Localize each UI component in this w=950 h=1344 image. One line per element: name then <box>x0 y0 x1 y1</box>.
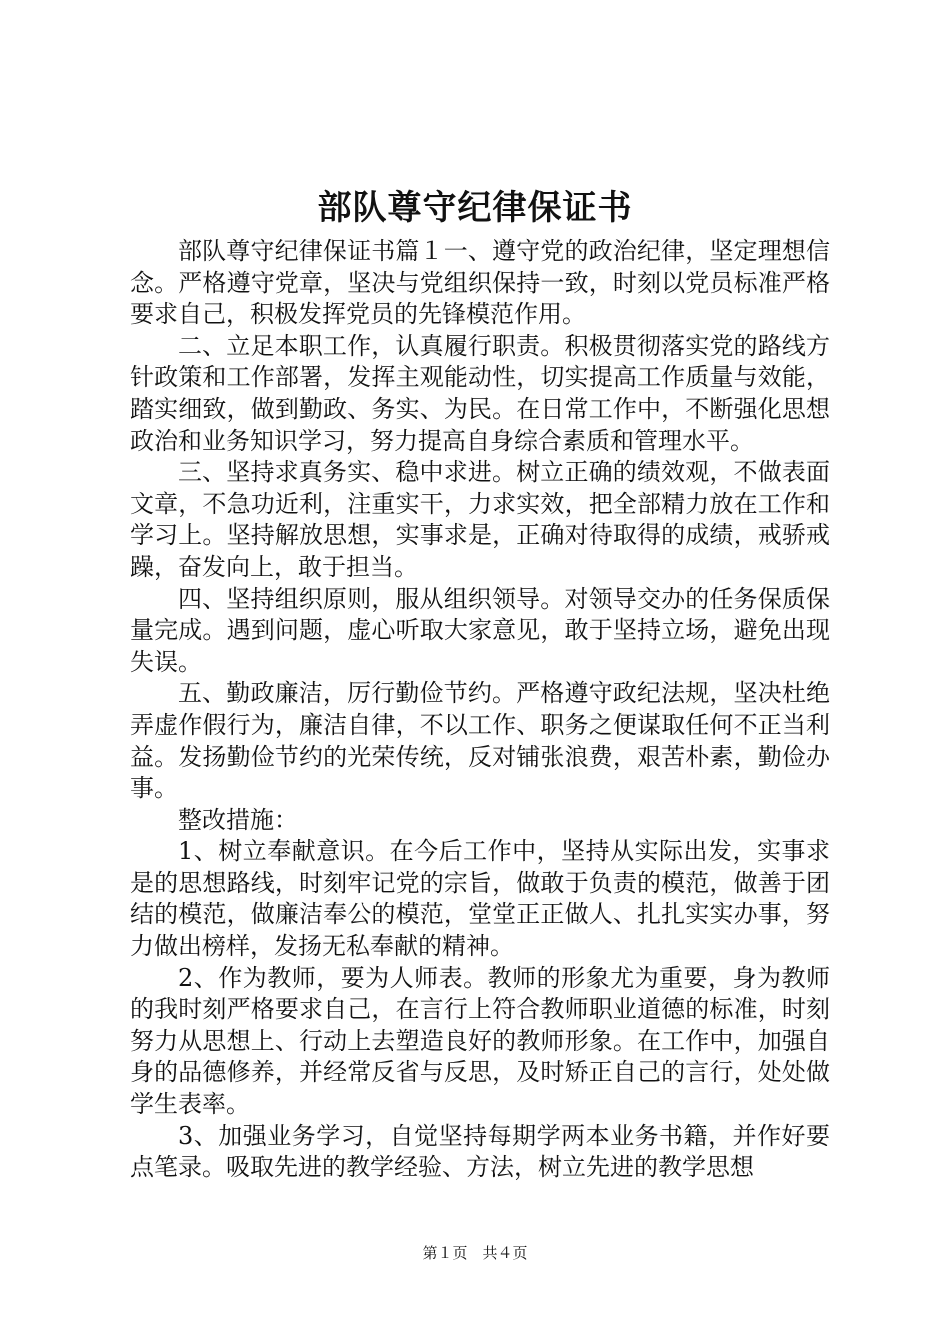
measure-3: 3、加强业务学习，自觉坚持每期学两本业务书籍，并作好要点笔录。吸取先进的教学经验、方法，树立先进的教学思想 <box>130 1121 830 1182</box>
document-title: 部队尊守纪律保证书 <box>317 188 633 228</box>
rectification-heading: 整改措施： <box>178 805 298 834</box>
document-body <box>130 236 830 1184</box>
measure-2: 2、作为教师，要为人师表。教师的形象尤为重要，身为教师的我时刻严格要求自己，在言行上符合教师职业道德的标准，时刻努力从思想上、行动上去塑造良好的教师形象。在工作中，加强自身的品德修养，并经常反省与反思，及时矫正自己的言行，处处做学生表率。 <box>130 963 830 1119</box>
measure-1: 1、树立奉献意识。在今后工作中，坚持从实际出发，实事求是的思想路线，时刻牢记党的宗旨，做敢于负责的模范，做善于团结的模范，做廉洁奉公的模范，堂堂正正做人、扎扎实实办事，努力做出榜样，发扬无私奉献的精神。 <box>130 837 830 961</box>
paragraph-1: 部队尊守纪律保证书篇１一、遵守党的政治纪律，坚定理想信念。严格遵守党章，坚决与党组织保持一致，时刻以党员标准严格要求自己，积极发挥党员的先锋模范作用。 <box>130 237 830 329</box>
page-number: 第１页 共４页 <box>422 1244 528 1262</box>
paragraph-4: 四、坚持组织原则，服从组织领导。对领导交办的任务保质保量完成。遇到问题，虚心听取大家意见，敢于坚持立场，避免出现失误。 <box>130 584 830 676</box>
paragraph-5: 五、勤政廉洁，厉行勤俭节约。严格遵守政纪法规，坚决杜绝弄虚作假行为，廉洁自律，不以工作、职务之便谋取任何不正当利益。发扬勤俭节约的光荣传统，反对铺张浪费，艰苦朴素，勤俭办事。 <box>130 679 830 803</box>
paragraph-2: 二、立足本职工作，认真履行职责。积极贯彻落实党的路线方针政策和工作部署，发挥主观能动性，切实提高工作质量与效能，踏实细致，做到勤政、务实、为民。在日常工作中，不断强化思想政治和业务知识学习，努力提高自身综合素质和管理水平。 <box>130 331 830 455</box>
paragraph-3: 三、坚持求真务实、稳中求进。树立正确的绩效观，不做表面文章，不急功近利，注重实干，力求实效，把全部精力放在工作和学习上。坚持解放思想，实事求是，正确对待取得的成绩，戒骄戒躁，奋发向上，敢于担当。 <box>130 458 830 581</box>
